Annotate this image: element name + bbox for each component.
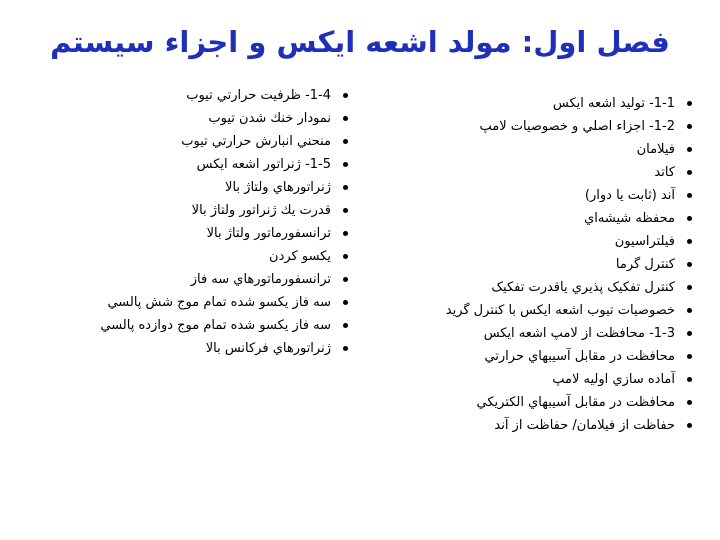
list-item-text: فيلتراسيون (614, 234, 675, 249)
bullet-icon (687, 423, 692, 428)
list-item-text: محافظت در مقابل آسيبهاي الكتريكي (476, 395, 675, 410)
list-item-text: كنترل تفكيک پذيري ياقدرت تفکيک (491, 280, 675, 295)
list-item-text: آماده سازي اوليه لامپ (552, 372, 675, 387)
list-item (100, 107, 348, 130)
list-item (446, 207, 692, 230)
bullet-icon (687, 285, 692, 290)
bullet-icon (343, 277, 348, 282)
bullet-icon (687, 216, 692, 221)
bullet-icon (343, 185, 348, 190)
list-item-text: سه فاز يكسو شده تمام موج شش پالسي (107, 295, 331, 310)
bullet-icon (687, 331, 692, 336)
right-column-list (446, 92, 692, 437)
bullet-icon (687, 170, 692, 175)
list-item (446, 138, 692, 161)
bullet-icon (343, 346, 348, 351)
list-item (446, 391, 692, 414)
bullet-icon (343, 208, 348, 213)
list-item (100, 130, 348, 153)
list-item (446, 184, 692, 207)
bullet-icon (687, 400, 692, 405)
bullet-icon (687, 262, 692, 267)
list-item-text: نمودار خنك شدن تيوب (208, 111, 331, 126)
bullet-icon (343, 116, 348, 121)
list-item (446, 92, 692, 115)
list-item-text: 1-2- اجزاء اصلي و خصوصيات لامپ (479, 119, 675, 134)
list-item (446, 299, 692, 322)
list-item-text: منحني انبارش حرارتي تيوب (181, 134, 331, 149)
bullet-icon (343, 300, 348, 305)
list-item-text: آند (ثابت يا دوار) (584, 188, 675, 203)
list-item-text: يكسو كردن (269, 249, 331, 264)
bullet-icon (343, 254, 348, 259)
list-item-text: محافظت در مقابل آسيبهاي حرارتي (484, 349, 675, 364)
list-item-text: كاتد (654, 165, 675, 180)
list-item (446, 322, 692, 345)
list-item-text: 1-3- محافظت از لامپ اشعه ايكس (483, 326, 675, 341)
bullet-icon (343, 162, 348, 167)
list-item (100, 199, 348, 222)
list-item (100, 268, 348, 291)
list-item (100, 176, 348, 199)
bullet-icon (343, 139, 348, 144)
list-item (446, 253, 692, 276)
left-column-list (100, 84, 348, 360)
bullet-icon (687, 239, 692, 244)
bullet-icon (687, 377, 692, 382)
list-item (446, 368, 692, 391)
list-item-text: ترانسفورماتور ولتاژ بالا (206, 226, 331, 241)
bullet-icon (343, 93, 348, 98)
list-item (100, 153, 348, 176)
bullet-icon (687, 193, 692, 198)
list-item (100, 245, 348, 268)
list-item-text: 1-1- توليد اشعه ايكس (552, 96, 675, 111)
list-item-text: كنترل گرما (615, 257, 675, 272)
bullet-icon (687, 354, 692, 359)
list-item-text: 1-4- ظرفيت حرارتي تيوب (186, 88, 331, 103)
list-item (100, 291, 348, 314)
list-item-text: 1-5- ژنراتور اشعه ايكس (196, 157, 331, 172)
list-item (446, 115, 692, 138)
list-item (100, 337, 348, 360)
list-item (446, 161, 692, 184)
list-item (446, 276, 692, 299)
list-item-text: خصوصيات تيوب اشعه ايكس با كنترل گريد (445, 303, 675, 318)
list-item-text: قدرت يك ژنراتور ولتاژ بالا (191, 203, 331, 218)
bullet-icon (343, 323, 348, 328)
list-item-text: ترانسفورماتورهاي سه فاز (190, 272, 331, 287)
slide-title: فصل اول: مولد اشعه ايکس و اجزاء سيستم (50, 25, 670, 59)
bullet-icon (687, 308, 692, 313)
bullet-icon (687, 147, 692, 152)
list-item-text: ژنراتورهاي فركانس بالا (205, 341, 331, 356)
bullet-icon (687, 101, 692, 106)
list-item (100, 314, 348, 337)
list-item-text: فيلامان (636, 142, 675, 157)
bullet-icon (343, 231, 348, 236)
list-item (100, 222, 348, 245)
bullet-icon (687, 124, 692, 129)
list-item-text: محفظه شيشه‌اي (584, 211, 675, 226)
list-item-text: ژنراتورهاي ولتاژ بالا (225, 180, 331, 195)
list-item-text: حفاظت از فيلامان/ حفاظت از آند (494, 418, 675, 433)
list-item (446, 230, 692, 253)
list-item-text: سه فاز يكسو شده تمام موج دوازده پالسي (100, 318, 331, 333)
list-item (446, 345, 692, 368)
list-item (446, 414, 692, 437)
list-item (100, 84, 348, 107)
